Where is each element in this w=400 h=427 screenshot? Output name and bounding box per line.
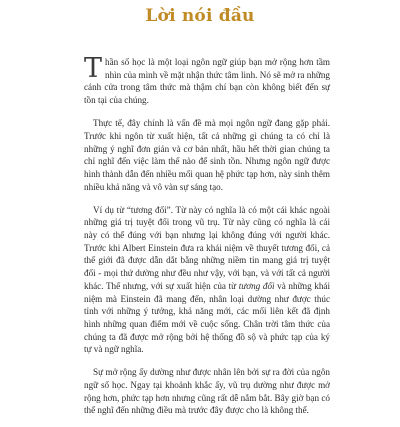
body-text bbox=[84, 53, 330, 427]
paragraph-3-text-b: và những khái niệm mà Einstein đã mang đến, nhân loại dường như được thúc tỉnh với những ý tưởng, khả năng mới, các mối liên kết đã định hình những quan điểm mới về cuộc sống. Chân trời tâm thức của chúng ta đã được mở rộng bởi hệ thống đồ sộ và phức tạp của ký tự và ngữ nghĩa. bbox=[84, 280, 330, 355]
paragraph-3 bbox=[84, 204, 330, 356]
drop-cap: T bbox=[84, 53, 103, 84]
italic-term: tương đối bbox=[238, 280, 275, 291]
paragraph-2: Thực tế, đây chính là vấn đề mà mọi ngôn ngữ đang gặp phải. Trước khi ngôn từ xuất hiện, tất cả những gì chúng ta có chỉ là những ý nghĩ đơn giản và cơ bản nhất, hầu hết thời gian chúng ta chỉ nghĩ đến việc làm thế nào để sinh tồn. Nhưng ngôn ngữ được hình thành dẫn đến nhiều mối quan hệ phức tạp hơn, này sinh thêm nhiều khả năng và vô vàn sự sáng tạo. bbox=[84, 118, 330, 192]
paragraph-4: Sự mở rộng ấy dường như được nhân lên bởi sự ra đời của ngôn ngữ số học. Ngay tại khoảnh khắc ấy, vũ trụ dường như được mở rộng hơn, phức tạp hơn nhưng cũng rất dễ nắm bắt. Bây giờ bạn có thể nghĩ đến những điều mà trước đây được cho là không thể. bbox=[84, 367, 330, 416]
paragraph-1 bbox=[84, 53, 330, 107]
paragraph-3-text-a: Ví dụ từ “tương đối”. Từ này có nghĩa là có một cái khác ngoài những giá trị tuyệt đối trong vũ trụ. Từ này cũng có nghĩa là cái này có thể đúng với bạn nhưng lại không đúng với người khác. Trước khi Albert Einstein đưa ra khái niệm về thuyết tương đối, cả thế giới đã được dẫn dắt bằng những niềm tin mang giá trị tuyệt đối - mọi thứ dường như đều như vậy, với bạn, và với tất cả người khác. Thế nhưng, với sự xuất hiện của từ bbox=[84, 204, 330, 291]
paragraph-1-text: hần số học là một loại ngôn ngữ giúp bạn mở rộng hơn tầm nhìn của mình về mặt nhận thức tâm linh. Nó sẽ mở ra những cánh cửa trong tâm thức mà thậm chí bạn còn không biết đến sự tồn tại của chúng. bbox=[84, 57, 330, 106]
page-title: Lời nói đầu bbox=[145, 6, 255, 26]
